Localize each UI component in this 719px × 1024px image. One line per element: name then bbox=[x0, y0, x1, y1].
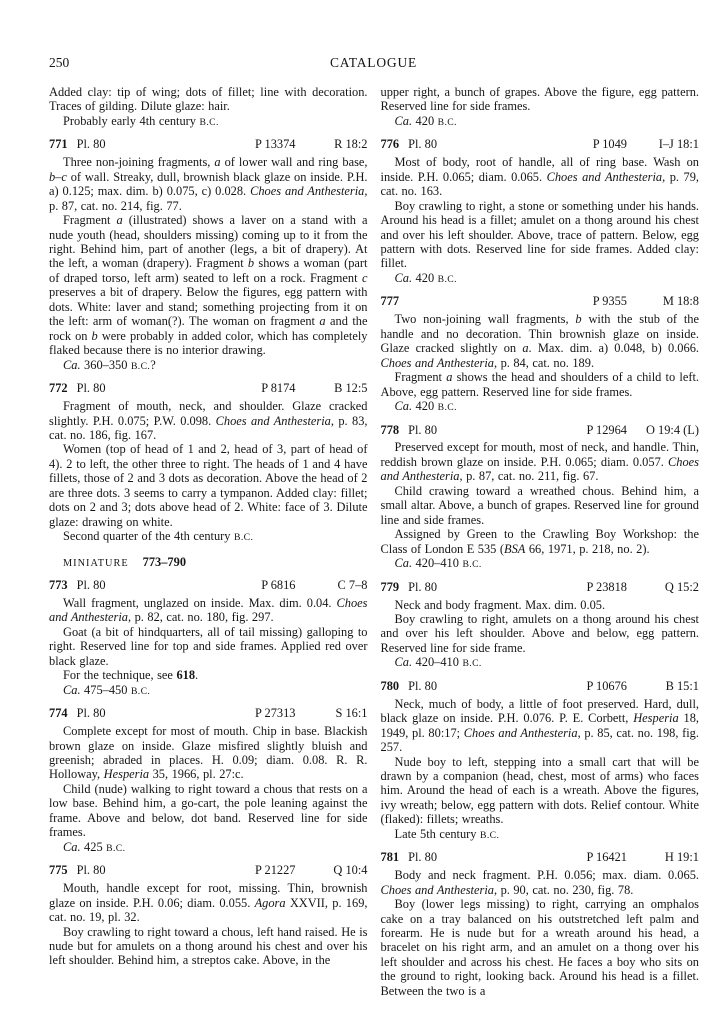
entry-number: 772 bbox=[49, 381, 68, 396]
entry-header-778 bbox=[381, 423, 700, 437]
entry-loc: O 19:4 (L) bbox=[646, 422, 699, 437]
paragraph: Neck, much of body, a little of foot preserved. Hard, dull, black glaze on inside. P.H. 0.076. P. E. Corbett, Hesperia 18, 1949, pl. 80:17; Choes and Anthesteria, p. 85, cat. no. 198, fig. 257. bbox=[380, 696, 699, 755]
entry-plate: Pl. 80 bbox=[76, 706, 106, 721]
entry-number: 771 bbox=[49, 137, 68, 152]
entry-pnum: P 6816 bbox=[261, 578, 296, 593]
entry-loc: C 7–8 bbox=[337, 578, 368, 593]
paragraph: Ca. 420 B.C. bbox=[394, 399, 457, 414]
entry-plate: Pl. 80 bbox=[408, 579, 438, 594]
entry-number: 775 bbox=[49, 863, 68, 878]
paragraph: Nude boy to left, stepping into a small cart that will be drawn by a companion (head, chest, most of arms) who faces him. Around the head of each is a wreath. Above the figures, ivy wreath; below, egg pattern with dots. Relief contour. White (flaked): fillets; wreaths. bbox=[380, 754, 699, 827]
entry-plate: Pl. 80 bbox=[76, 578, 106, 593]
paragraph: Most of body, root of handle, all of ring base. Wash on inside. P.H. 0.065; diam. 0.065. Choes and Anthesteria, p. 79, cat. no. 163. bbox=[380, 155, 699, 199]
paragraph: Assigned by Green to the Crawling Boy Workshop: the Class of London E 535 (BSA 66, 1971, p. 218, no. 2). bbox=[380, 527, 699, 556]
page-header bbox=[49, 55, 698, 71]
paragraph: Women (top of head of 1 and 2, head of 3, part of head of 4). 2 to left, the other three to right. The heads of 1 and 4 have fillets, those of 2 and 3 dots as decoration. Above the head of 2 are three dots. 3 seems to carry a tympanon. Added clay: fillet; dots on 2 and 3; dots above head of 2. White: face of 3. Dilute glaze: drawing on white. bbox=[49, 442, 368, 529]
entry-loc: R 18:2 bbox=[334, 137, 368, 152]
page-number: 250 bbox=[49, 55, 70, 70]
entry-plate: Pl. 80 bbox=[408, 422, 438, 437]
entry-header-776 bbox=[381, 137, 700, 151]
entry-plate: Pl. 80 bbox=[408, 850, 438, 865]
entry-pnum: P 23818 bbox=[586, 579, 627, 594]
paragraph: Child crawing toward a wreathed chous. Behind him, a small altar. Above, a bunch of grapes. Reserved line for ground line and side frames. bbox=[380, 483, 699, 527]
entry-pnum: P 21227 bbox=[254, 863, 296, 878]
entry-loc: H 19:1 bbox=[664, 850, 699, 865]
paragraph: Late 5th century B.C. bbox=[394, 826, 500, 841]
entry-header-781 bbox=[381, 850, 700, 864]
entry-plate: Pl. 80 bbox=[76, 381, 106, 396]
entry-number: 773 bbox=[49, 578, 68, 593]
paragraph: upper right, a bunch of grapes. Above the figure, egg pattern. Reserved line for side frames. bbox=[380, 85, 699, 114]
section-range: 773–790 bbox=[142, 554, 187, 569]
entry-number: 779 bbox=[380, 579, 400, 594]
section-header bbox=[49, 555, 368, 571]
paragraph: Second quarter of the 4th century B.C. bbox=[63, 529, 254, 544]
entry-header-773 bbox=[49, 578, 368, 592]
entry-loc: B 12:5 bbox=[334, 381, 368, 396]
entry-number: 774 bbox=[49, 706, 68, 721]
entry-number: 777 bbox=[380, 294, 400, 309]
paragraph: Preserved except for mouth, most of neck, and handle. Thin, reddish brown glaze on inside. P.H. 0.065; diam. 0.057. Choes and Anthesteria, p. 87, cat. no. 211, fig. 67. bbox=[380, 440, 699, 484]
paragraph: Two non-joining wall fragments, b with the stub of the handle and no decoration. Thin brownish glaze on inside. Glaze cracked slightly on a. Max. dim. a) 0.048, b) 0.066. Choes and Anthesteria, p. 84, cat. no. 189. bbox=[380, 312, 699, 370]
entry-number: 781 bbox=[380, 850, 400, 865]
column-right bbox=[381, 85, 700, 1024]
entry-header-779 bbox=[381, 580, 700, 594]
entry-plate: Pl. 80 bbox=[76, 863, 106, 878]
section-label: MINIATURE bbox=[63, 557, 129, 569]
paragraph: Child (nude) walking to right toward a chous that rests on a low base. Behind him, a go-cart, the pole leaning against the frame. Above and below, dot band. Reserved line for side frames. bbox=[49, 781, 368, 840]
entry-pnum: P 10676 bbox=[586, 678, 627, 693]
paragraph: Ca. 475–450 B.C. bbox=[63, 682, 151, 697]
paragraph: Boy crawling to right, amulets on a thong around his chest and over his left shoulder. Above and below, egg pattern. Reserved line for side frame. bbox=[380, 611, 699, 655]
paragraph: Ca. 420–410 B.C. bbox=[394, 655, 482, 670]
entry-loc: B 15:1 bbox=[665, 678, 699, 693]
paragraph: Boy crawling to right toward a chous, left hand raised. He is nude but for amulets on a thong around his chest and over his left shoulder. Behind him, a streptos cake. Above, in the bbox=[49, 924, 368, 968]
entry-number: 776 bbox=[380, 137, 400, 152]
paragraph: Ca. 420–410 B.C. bbox=[394, 556, 482, 571]
entry-pnum: P 16421 bbox=[586, 850, 627, 865]
entry-header-772 bbox=[49, 381, 368, 395]
entry-header-774 bbox=[49, 706, 368, 720]
paragraph: Body and neck fragment. P.H. 0.056; max. diam. 0.065. Choes and Anthesteria, p. 90, cat. no. 230, fig. 78. bbox=[380, 868, 699, 897]
entry-header-771 bbox=[49, 137, 368, 151]
entry-pnum: P 13374 bbox=[254, 137, 296, 152]
entry-loc: I–J 18:1 bbox=[658, 137, 699, 152]
paragraph: Mouth, handle except for root, missing. Thin, brownish glaze on inside. P.H. 0.06; diam. 0.055. Agora XXVII, p. 169, cat. no. 19, pl. 32. bbox=[49, 881, 368, 925]
paragraph: Fragment of mouth, neck, and shoulder. Glaze cracked slightly. P.H. 0.075; P.W. 0.098. Choes and Anthesteria, p. 83, cat. no. 186, fig. 167. bbox=[49, 399, 368, 442]
entry-number: 780 bbox=[380, 678, 400, 693]
paragraph: Boy crawling to right, a stone or something under his hands. Around his head is a fillet; amulet on a thong around his chest and over his left shoulder. Above, trace of pattern. Below, egg pattern with dots. Reserved line for side frames. Added clay: fillet. bbox=[380, 198, 699, 271]
paragraph: Ca. 420 B.C. bbox=[394, 270, 457, 285]
paragraph: Three non-joining fragments, a of lower wall and ring base, b–c of wall. Streaky, dull, brownish black glaze on inside. P.H. a) 0.125; max. dim. b) 0.075, c) 0.028. Choes and Anthesteria, p. 87, cat. no. 214, fig. 77. bbox=[49, 155, 368, 213]
entry-loc: S 16:1 bbox=[335, 706, 368, 721]
text-columns bbox=[49, 85, 699, 1024]
running-head: CATALOGUE bbox=[329, 55, 418, 70]
paragraph: Ca. 360–350 B.C.? bbox=[63, 357, 156, 372]
entry-pnum: P 27313 bbox=[254, 706, 296, 721]
paragraph: Boy (lower legs missing) to right, carrying an omphalos cake on a tray balanced on his outstretched left palm and forearm. He is nude but for a wreath around his head, a bracelet on his right arm, and an amulet on a thong over his left shoulder and across his chest. He faces a boy who sits on the ground to right, looking back. Around his head is a fillet. Between the two is a bbox=[380, 897, 699, 998]
paragraph: Fragment a (illustrated) shows a laver on a stand with a nude youth (head, shoulders missing) coming up to it from the right. Behind him, part of another (legs, a bit of drapery). At the left, a woman (drapery). Fragment b shows a woman (part of draped torso, left arm) seated to left on a rock. Fragment c preserves a bit of drapery. Below the figures, egg pattern with dots. White: laver and stand; something projecting from it on the left: arm of woman(?). The woman on fragment a and the rock on b were probably in added color, which has completely flaked because there is no interior drawing. bbox=[49, 213, 368, 358]
paragraph: Wall fragment, unglazed on inside. Max. dim. 0.04. Choes and Anthesteria, p. 82, cat. no. 180, fig. 297. bbox=[49, 596, 368, 625]
entry-pnum: P 1049 bbox=[592, 137, 627, 152]
entry-loc: M 18:8 bbox=[662, 294, 699, 309]
paragraph: Complete except for most of mouth. Chip in base. Blackish brown glaze on inside. Glaze misfired slightly bluish and greenish; abraded in places. H. 0.09; diam. 0.08. R. R. Holloway, Hesperia 35, 1966, pl. 27:c. bbox=[49, 724, 368, 782]
entry-header-777 bbox=[381, 294, 700, 308]
entry-plate: Pl. 80 bbox=[76, 137, 106, 152]
paragraph: Fragment a shows the head and shoulders of a child to left. Above, egg pattern. Reserved line for side frames. bbox=[380, 370, 699, 399]
paragraph: Ca. 425 B.C. bbox=[63, 839, 126, 854]
entry-plate: Pl. 80 bbox=[408, 678, 438, 693]
entry-pnum: P 9355 bbox=[592, 294, 627, 309]
entry-plate: Pl. 80 bbox=[408, 137, 438, 152]
column-left bbox=[49, 85, 368, 1024]
entry-loc: Q 10:4 bbox=[333, 863, 368, 878]
paragraph: Ca. 420 B.C. bbox=[394, 113, 457, 128]
entry-loc: Q 15:2 bbox=[664, 579, 699, 594]
entry-pnum: P 12964 bbox=[586, 422, 627, 437]
paragraph: Added clay: tip of wing; dots of fillet; line with decoration. Traces of gilding. Dilute glaze: hair. bbox=[49, 85, 368, 114]
paragraph: Neck and body fragment. Max. dim. 0.05. bbox=[394, 597, 606, 612]
entry-header-775 bbox=[49, 863, 368, 877]
entry-pnum: P 8174 bbox=[261, 381, 296, 396]
paragraph: Probably early 4th century B.C. bbox=[63, 113, 219, 128]
entry-number: 778 bbox=[380, 422, 400, 437]
paragraph: For the technique, see 618. bbox=[63, 668, 199, 683]
paragraph: Goat (a bit of hindquarters, all of tail missing) galloping to right. Reserved line for top and side frames. Applied red over black glaze. bbox=[49, 624, 368, 668]
entry-header-780 bbox=[381, 679, 700, 693]
